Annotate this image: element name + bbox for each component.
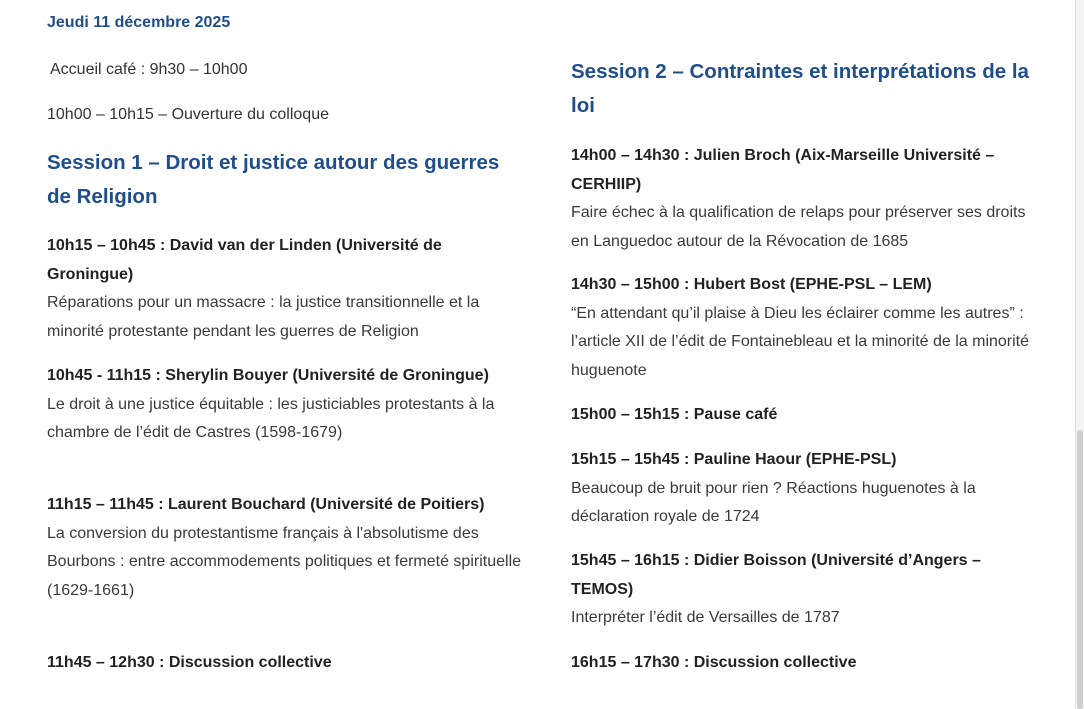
talk-speaker: 10h45 - 11h15 : Sherylin Bouyer (Université de Groningue) [47, 367, 489, 384]
welcome-coffee: Accueil café : 9h30 – 10h00 [50, 61, 248, 78]
session-1-title: Session 1 – Droit et justice autour des guerres de Religion [47, 151, 500, 208]
talk-speaker: 11h15 – 11h45 : Laurent Bouchard (Université de Poitiers) [47, 496, 485, 513]
talk-title: Réparations pour un massacre : la justice transitionnelle et la minorité protestante pendant les guerres de Religion [47, 294, 480, 340]
talk-speaker: 14h30 – 15h00 : Hubert Bost (EPHE-PSL – LEM) [571, 276, 932, 293]
talk-title: Faire échec à la qualification de relaps pour préserver ses droits en Languedoc autour de la Révocation de 1685 [571, 204, 1026, 250]
discussion-slot: 11h45 – 12h30 : Discussion collective [47, 654, 332, 671]
date-heading: Jeudi 11 décembre 2025 [47, 14, 231, 31]
opening-slot: 10h00 – 10h15 – Ouverture du colloque [47, 106, 329, 123]
talk-item [571, 446, 1039, 532]
talk-item [571, 142, 1039, 256]
scrollbar-track[interactable] [1075, 0, 1084, 709]
talk-title: Interpréter l’édit de Versailles de 1787 [571, 609, 840, 626]
talk-speaker: 10h15 – 10h45 : David van der Linden (Université de Groningue) [47, 237, 442, 283]
talk-item [47, 232, 525, 346]
talk-speaker: 15h45 – 16h15 : Didier Boisson (Université d’Angers – TEMOS) [571, 552, 981, 598]
talk-title: Le droit à une justice équitable : les justiciables protestants à la chambre de l’édit de Castres (1598-1679) [47, 395, 495, 441]
coffee-break: 15h00 – 15h15 : Pause café [571, 406, 778, 423]
scrollbar-thumb[interactable] [1077, 430, 1083, 709]
talk-title: La conversion du protestantisme français à l'absolutisme des Bourbons : entre accommodements politiques et fermeté spirituelle (1629-1661) [47, 524, 522, 599]
talk-item [571, 547, 1039, 633]
talk-title: “En attendant qu’il plaise à Dieu les éclairer comme les autres” : l’article XII de l’édit de Fontainebleau et la minorité de la minorité huguenote [571, 304, 1030, 379]
talk-item [47, 491, 525, 605]
talk-speaker: 15h15 – 15h45 : Pauline Haour (EPHE-PSL) [571, 451, 897, 468]
discussion-slot: 16h15 – 17h30 : Discussion collective [571, 654, 857, 671]
talk-item [571, 271, 1039, 385]
talk-title: Beaucoup de bruit pour rien ? Réactions huguenotes à la déclaration royale de 1724 [571, 479, 976, 525]
session-2-title: Session 2 – Contraintes et interprétations de la loi [571, 60, 1029, 117]
talk-item [47, 362, 525, 448]
talk-speaker: 14h00 – 14h30 : Julien Broch (Aix-Marseille Université – CERHIIP) [571, 147, 995, 193]
